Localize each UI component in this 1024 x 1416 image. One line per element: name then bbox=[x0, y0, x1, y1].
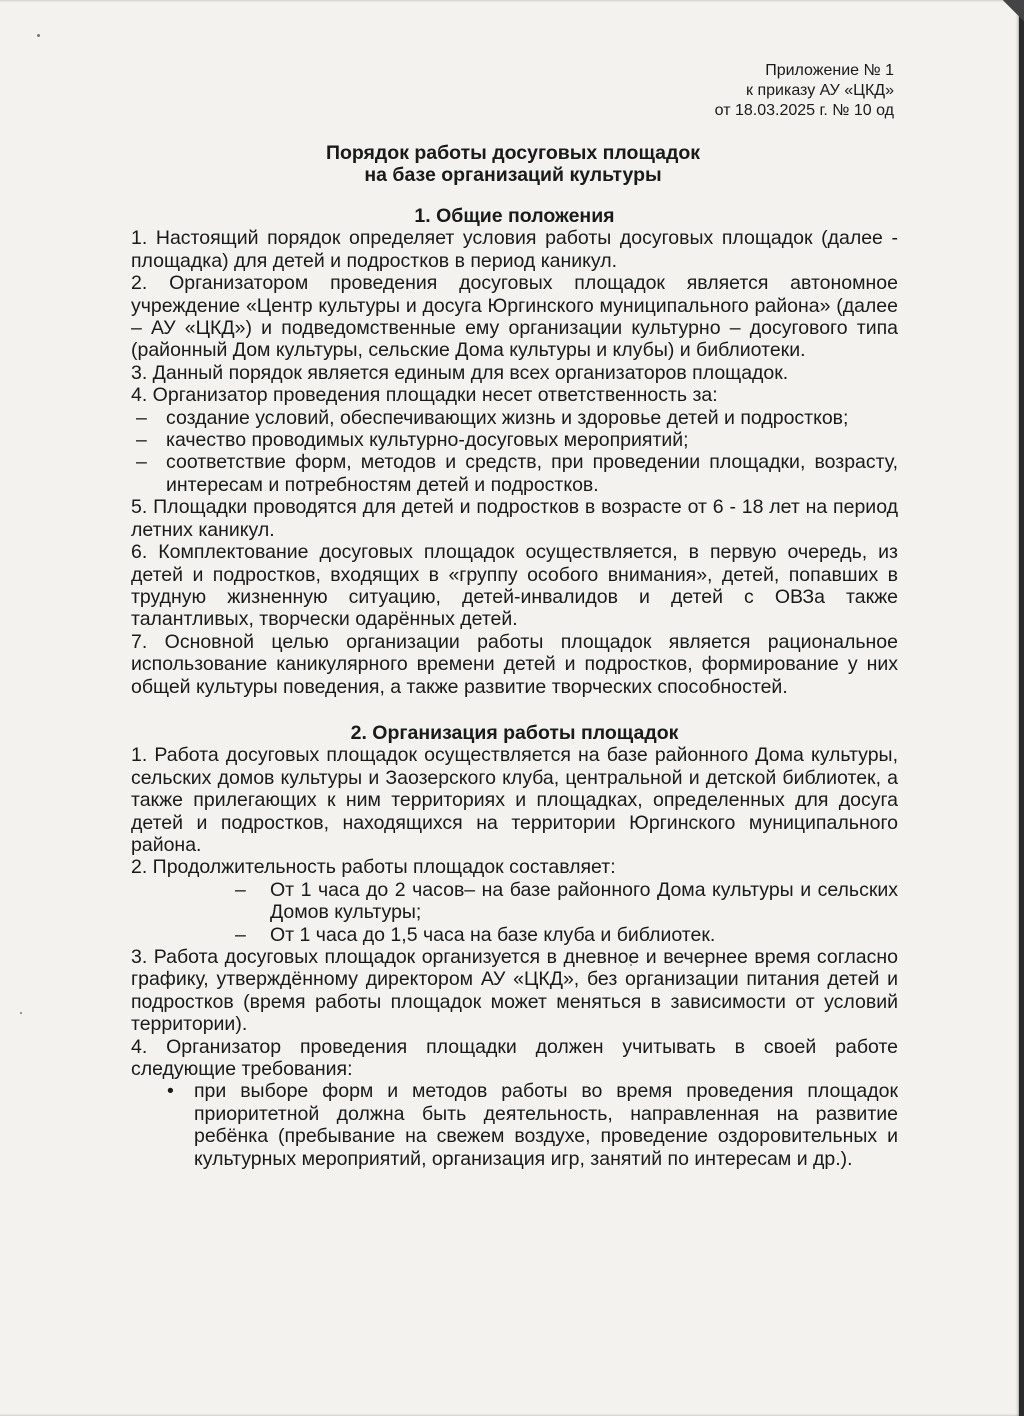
scan-corner bbox=[994, 0, 1024, 30]
list-item-text: От 1 часа до 1,5 часа на базе клуба и библиотек. bbox=[270, 923, 716, 946]
list-item bbox=[131, 924, 898, 946]
document-title bbox=[130, 142, 896, 186]
dash-marker: – bbox=[235, 923, 246, 946]
paragraph: 2. Продолжительность работы площадок составляет: bbox=[131, 856, 616, 879]
list-item bbox=[131, 1080, 898, 1170]
list-item bbox=[131, 407, 898, 429]
dash-marker: – bbox=[136, 451, 147, 474]
scan-speck bbox=[37, 34, 40, 37]
dash-marker: – bbox=[136, 429, 147, 452]
annex-block bbox=[715, 61, 894, 121]
scan-speck bbox=[20, 1012, 22, 1014]
list-item-text: соответствие форм, методов и средств, при проведении площадки, возрасту, интересам и потребностям детей и подростков. bbox=[166, 451, 898, 496]
list-item bbox=[131, 879, 898, 924]
bullet-marker: • bbox=[167, 1080, 174, 1103]
paragraph: 4. Организатор проведения площадки несет ответственность за: bbox=[131, 384, 718, 407]
document-body bbox=[131, 205, 898, 1170]
paragraph: 3. Данный порядок является единым для всех организаторов площадок. bbox=[131, 361, 789, 384]
section-heading: 2. Организация работы площадок bbox=[350, 721, 679, 744]
scan-edge bbox=[1019, 0, 1024, 1416]
title-line: на базе организаций культуры bbox=[364, 164, 662, 186]
list-item-text: качество проводимых культурно-досуговых мероприятий; bbox=[166, 429, 689, 452]
paragraph: 5. Площадки проводятся для детей и подростков в возрасте от 6 - 18 лет на период летних каникул. bbox=[131, 496, 898, 541]
list-item-text: при выборе форм и методов работы во время проведения площадок приоритетной должна быть деятельность, направленная на развитие ребёнка (пребывание на свежем воздухе, проведение оздоровительных и культурных мероприятий, организация игр, занятий по интересам и др.). bbox=[194, 1080, 898, 1170]
paragraph: 3. Работа досуговых площадок организуется в дневное и вечернее время согласно графику, утверждённому директором АУ «ЦКД», без организации питания детей и подростков (время работы площадок может меняться в зависимости от условий территории). bbox=[131, 946, 898, 1036]
section-gap bbox=[131, 698, 898, 722]
paragraph: 1. Настоящий порядок определяет условия работы досуговых площадок (далее - площадка) для детей и подростков в период каникул. bbox=[131, 227, 898, 272]
section-heading: 1. Общие положения bbox=[414, 205, 615, 227]
list-item bbox=[131, 451, 898, 496]
annex-line: Приложение № 1 bbox=[765, 62, 894, 79]
list-item bbox=[131, 429, 898, 451]
paragraph: 6. Комплектование досуговых площадок осуществляется, в первую очередь, из детей и подростков, входящих в «группу особого внимания», детей, попавших в трудную жизненную ситуацию, детей-инвалидов и детей с ОВЗа также талантливых, творчески одарённых детей. bbox=[131, 541, 898, 631]
annex-line: от 18.03.2025 г. № 10 од bbox=[714, 102, 894, 119]
dash-marker: – bbox=[136, 406, 147, 429]
title-line: Порядок работы досуговых площадок bbox=[325, 142, 701, 164]
list-item-text: От 1 часа до 2 часов– на базе районного Дома культуры и сельских Домов культуры; bbox=[270, 878, 898, 924]
paragraph: 2. Организатором проведения досуговых площадок является автономное учреждение «Центр культуры и досуга Юргинского муниципального района» (далее – АУ «ЦКД») и подведомственные ему организации культурно – досугового типа (районный Дом культуры, сельские Дома культуры и клубы) и библиотеки. bbox=[131, 272, 898, 362]
paragraph: 4. Организатор проведения площадки должен учитывать в своей работе следующие требования: bbox=[131, 1035, 898, 1081]
paragraph: 7. Основной целью организации работы площадок является рациональное использование каникулярного времени детей и подростков, формирование у них общей культуры поведения, а также развитие творческих способностей. bbox=[131, 630, 898, 698]
list-item-text: создание условий, обеспечивающих жизнь и здоровье детей и подростков; bbox=[166, 406, 849, 429]
annex-line: к приказу АУ «ЦКД» bbox=[746, 82, 894, 99]
dash-marker: – bbox=[235, 878, 246, 901]
paragraph: 1. Работа досуговых площадок осуществляется на базе районного Дома культуры, сельских домов культуры и Заозерского клуба, центральной и детской библиотек, а также прилегающих к ним территориях и площадках, определенных для досуга детей и подростков, находящихся на территории Юргинского муниципального района. bbox=[131, 744, 898, 856]
